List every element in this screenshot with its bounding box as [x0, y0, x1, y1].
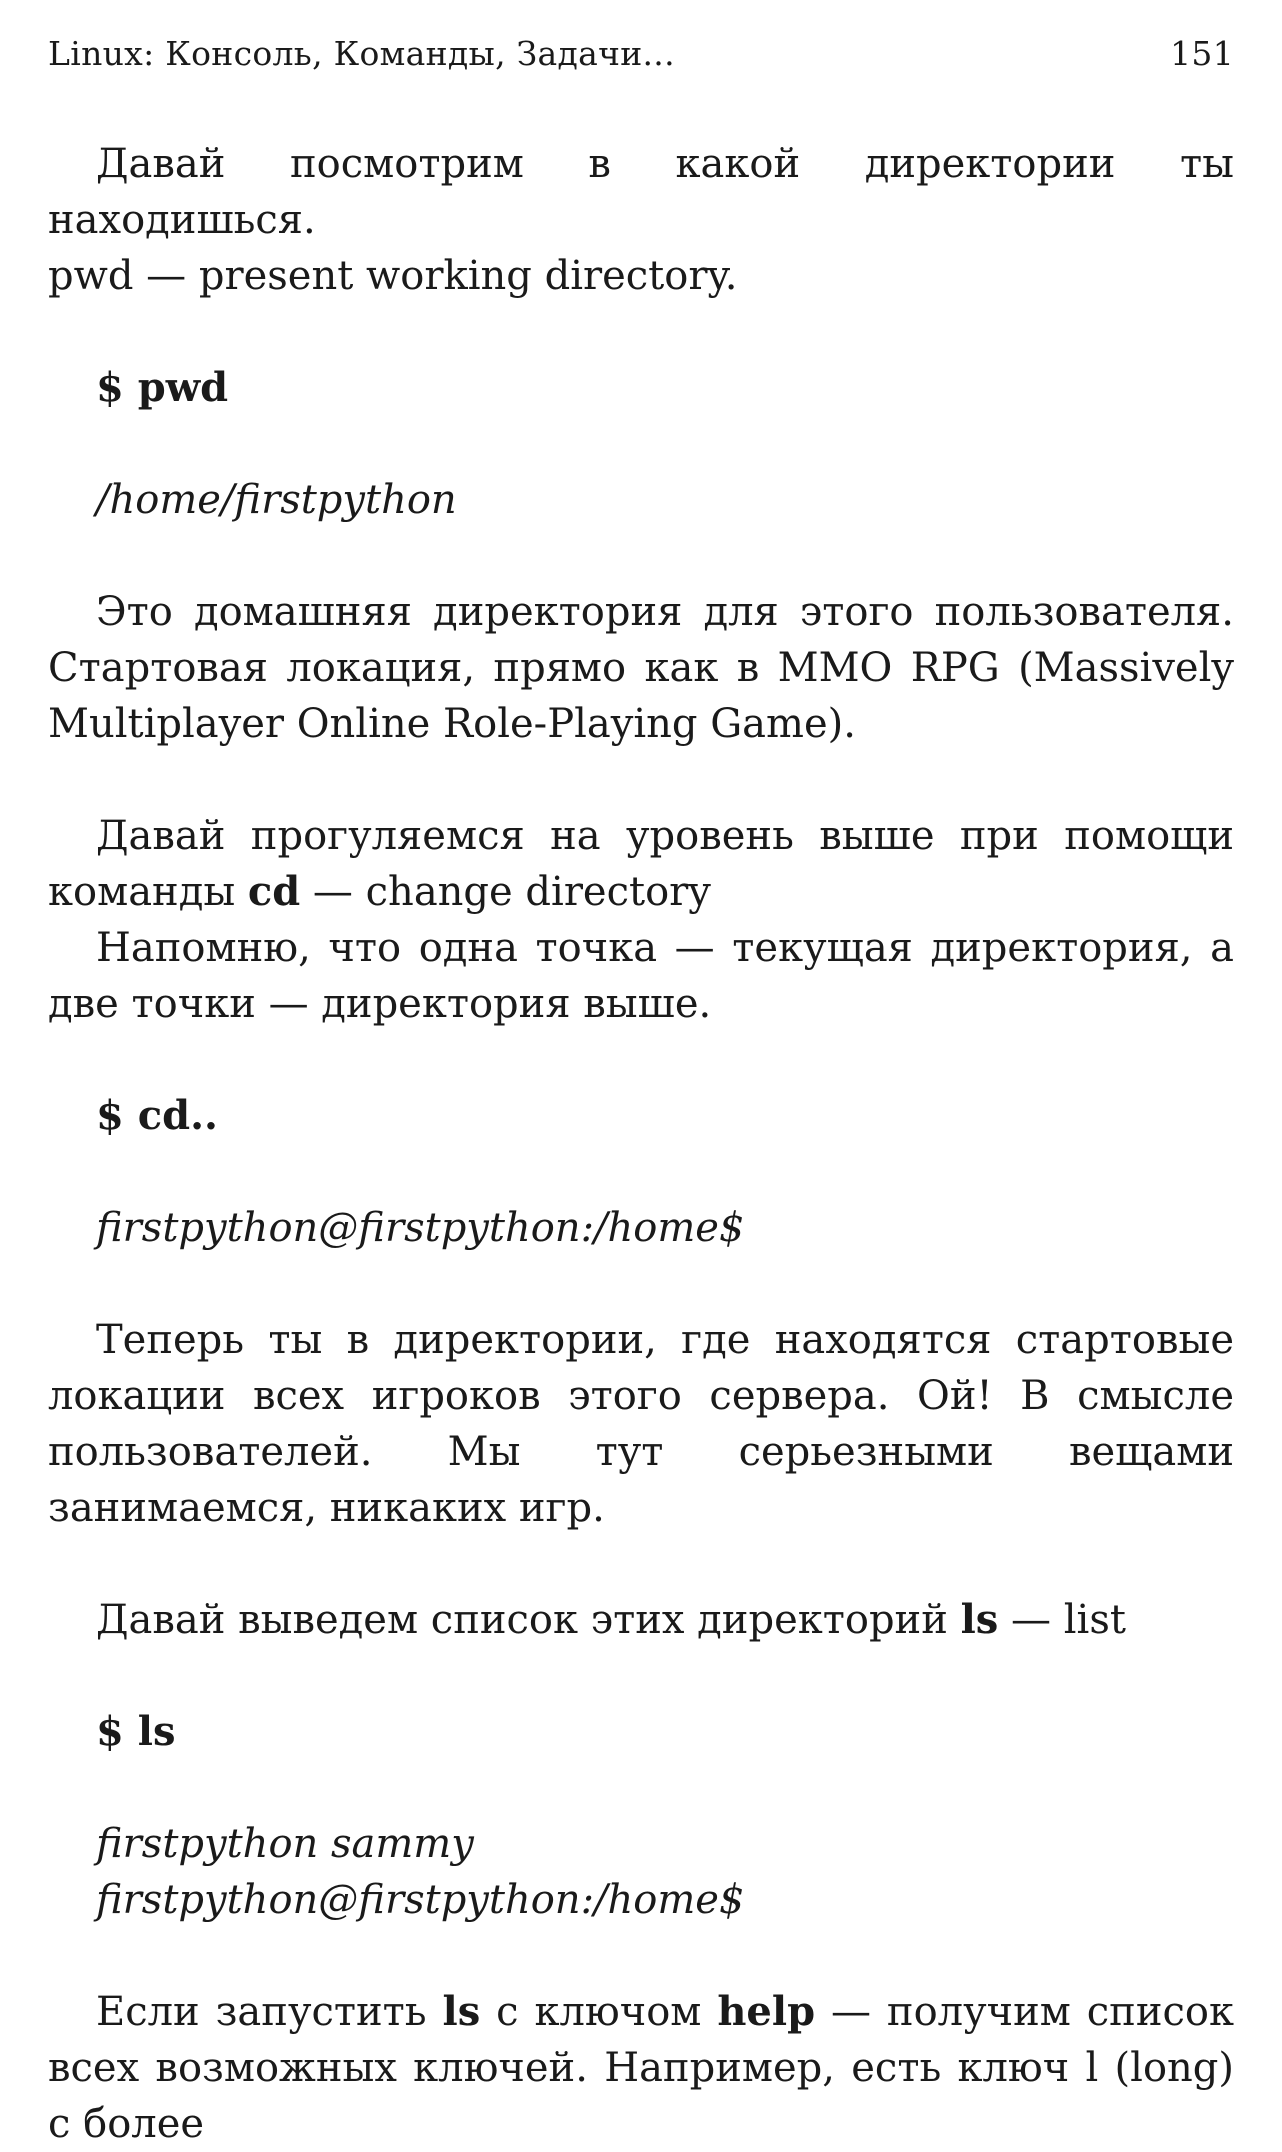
- command-cd: $ cd..: [96, 1092, 218, 1139]
- output-cd: firstpython@firstpython:/home$: [96, 1205, 745, 1251]
- output-pwd: /home/firstpython: [96, 477, 457, 523]
- paragraph-ls-help-after: — получим список всех возможных ключей. Например, есть ключ l (long) с более: [48, 1989, 1234, 2147]
- keyword-ls: ls: [960, 1596, 999, 1643]
- paragraph-cd-intro-after: — change directory: [300, 869, 711, 915]
- output-ls-line1: firstpython sammy: [96, 1821, 474, 1867]
- paragraph-pwd-intro: [48, 136, 1234, 248]
- paragraph-ls-intro-after: — list: [998, 1597, 1126, 1643]
- output-ls-line2: firstpython@firstpython:/home$: [96, 1877, 745, 1923]
- paragraph-ls-intro-before: Давай выведем список этих директорий: [96, 1597, 961, 1643]
- keyword-help: help: [717, 1988, 816, 2035]
- paragraph-ls-help: [48, 1984, 1234, 2152]
- paragraph-ls-intro: [48, 1592, 1234, 1648]
- command-pwd: $ pwd: [96, 364, 229, 411]
- keyword-ls-2: ls: [442, 1988, 481, 2035]
- page-body: [48, 136, 1234, 2152]
- paragraph-cd-intro-before: Давай прогуляемся на уровень выше при помощи команды: [48, 813, 1234, 915]
- paragraph-pwd-intro-line1: Давай посмотрим в какой директории ты находишься.: [48, 141, 1234, 243]
- paragraph-ls-help-before: Если запустить: [96, 1989, 443, 2035]
- paragraph-home-players: Теперь ты в директории, где находятся стартовые локации всех игроков этого сервера. Ой! В смысле пользователей. Мы тут серьезными вещами занимаемся, никаких игр.: [48, 1317, 1234, 1531]
- command-ls: $ ls: [96, 1708, 176, 1755]
- paragraph-pwd-definition-text: pwd — present working directory.: [48, 253, 738, 299]
- paragraph-dots-explanation: Напомню, что одна точка — текущая директория, а две точки — директория выше.: [48, 925, 1234, 1027]
- page-header: [48, 34, 1234, 74]
- paragraph-home-directory: Это домашняя директория для этого пользователя. Стартовая локация, прямо как в MMO RPG (Massively Multiplayer Online Role-Playing Game).: [48, 589, 1234, 747]
- paragraph-pwd-definition: [48, 248, 1234, 304]
- keyword-cd: cd: [247, 868, 301, 915]
- page-number: 151: [1170, 34, 1234, 73]
- paragraph-ls-help-mid: с ключом: [480, 1989, 718, 2035]
- paragraph-cd-intro: [48, 808, 1234, 920]
- running-title: Linux: Консоль, Команды, Задачи...: [48, 34, 675, 73]
